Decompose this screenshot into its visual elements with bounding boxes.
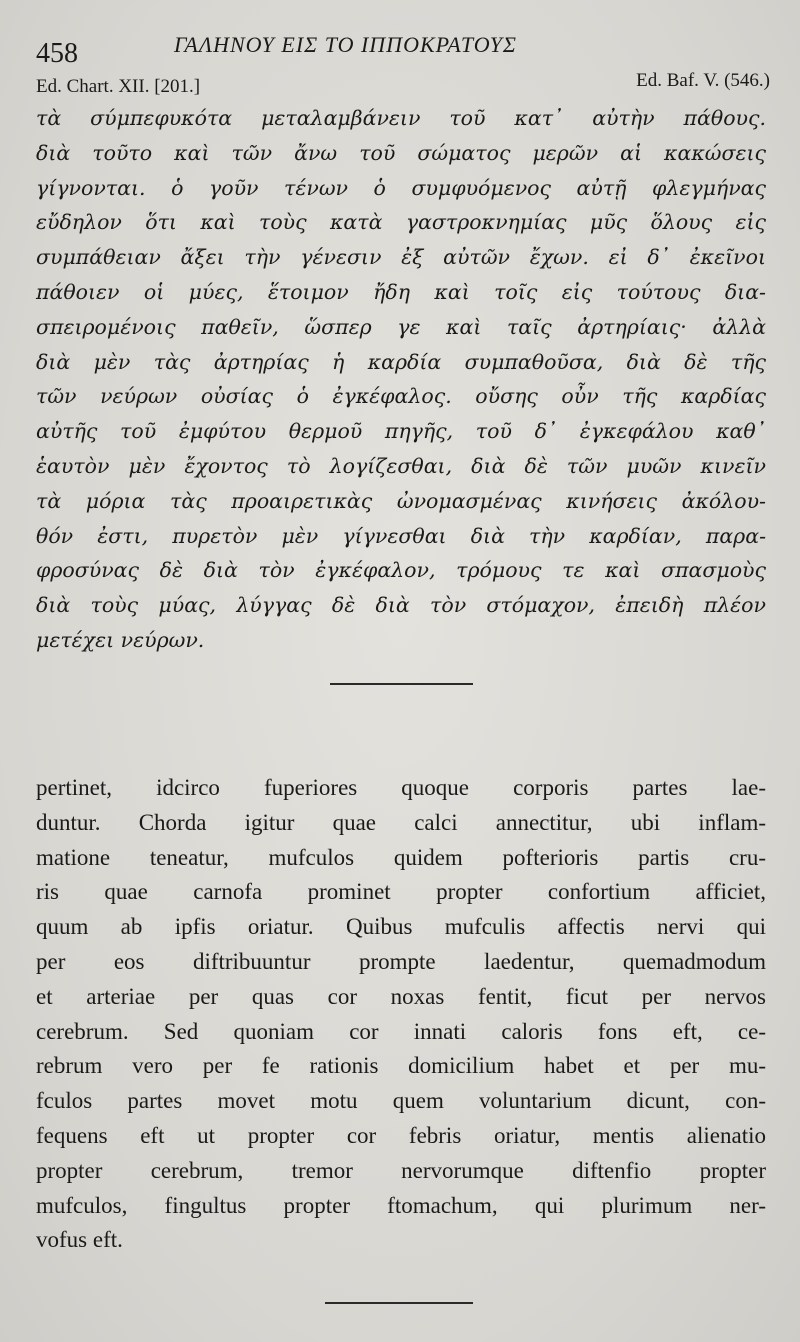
greek-line: πάθοιεν οἱ μύες, ἕτοιμον ἤδη καὶ τοῖς εἰς τούτους δια- (36, 279, 766, 304)
page-header (36, 30, 770, 70)
latin-line: pertinet, idcirco fuperiores quoque corporis partes lae- (36, 775, 766, 800)
latin-text-block (36, 771, 766, 1258)
latin-line: propter cerebrum, tremor nervorumque diftenfio propter (36, 1157, 766, 1183)
running-title: ΓΑΛΗΝΟΥ ΕΙΣ ΤΟ ΙΠΠΟΚΡΑΤΟΥΣ (174, 32, 518, 57)
greek-line: συμπάθειαν ἄξει τὴν γένεσιν ἐξ αὐτῶν ἔχων. εἰ δ᾽ ἐκεῖνοι (36, 245, 766, 270)
latin-line: fequens eft ut propter cor febris oriatur, mentis alienatio (36, 1122, 766, 1148)
greek-line: εὔδηλον ὅτι καὶ τοὺς κατὰ γαστροκνημίας μῦς ὅλους εἰς (36, 210, 766, 235)
greek-line: φροσύνας δὲ διὰ τὸν ἐγκέφαλον, τρόμους τε καὶ σπασμοὺς (36, 558, 766, 583)
latin-line: duntur. Chorda igitur quae calci annectitur, ubi inflam- (36, 809, 766, 835)
page-number: 458 (36, 38, 78, 69)
edition-reference-right: Ed. Baf. V. (546.) (636, 70, 770, 91)
latin-line: mufculos, fingultus propter ftomachum, qui plurimum ner- (36, 1192, 766, 1218)
greek-line: διὰ μὲν τὰς ἀρτηρίας ἡ καρδία συμπαθοῦσα, διὰ δὲ τῆς (36, 349, 766, 374)
greek-line: τῶν νεύρων οὐσίας ὁ ἐγκέφαλος. οὔσης οὖν τῆς καρδίας (36, 384, 766, 409)
latin-line: per eos diftribuuntur prompte laedentur, quemadmodum (36, 948, 766, 974)
greek-line: αὐτῆς τοῦ ἐμφύτου θερμοῦ πηγῆς, τοῦ δ᾽ ἐγκεφάλου καθ᾽ (36, 419, 766, 444)
latin-line: quum ab ipfis oriatur. Quibus mufculis affectis nervi qui (36, 914, 766, 940)
greek-line: σπειρομένοις παθεῖν, ὥσπερ γε καὶ ταῖς ἀρτηρίαις· ἀλλὰ (36, 314, 766, 339)
latin-line: ris quae carnofa prominet propter confortium afficiet, (36, 879, 766, 905)
greek-text-block (36, 101, 766, 658)
greek-line: γίγνονται. ὁ γοῦν τένων ὁ συμφυόμενος αὐτῇ φλεγμήνας (36, 175, 766, 200)
page-end-divider (325, 1302, 473, 1304)
greek-line: τὰ μόρια τὰς προαιρετικὰς ὠνομασμένας κινήσεις ἀκόλου- (36, 488, 766, 513)
greek-line: μετέχει νεύρων. (36, 627, 205, 652)
greek-line: θόν ἐστι, πυρετὸν μὲν γίγνεσθαι διὰ τὴν καρδίαν, παρα- (36, 523, 766, 548)
section-divider (330, 683, 473, 685)
latin-line: cerebrum. Sed quoniam cor innati caloris fons eft, ce- (36, 1018, 766, 1044)
latin-line: vofus eft. (36, 1227, 123, 1253)
greek-line: διὰ τοῦτο καὶ τῶν ἄνω τοῦ σώματος μερῶν αἱ κακώσεις (36, 140, 766, 165)
latin-line: et arteriae per quas cor noxas fentit, ficut per nervos (36, 983, 766, 1009)
greek-line: διὰ τοὺς μύας, λύγγας δὲ διὰ τὸν στόμαχον, ἐπειδὴ πλέον (36, 593, 766, 618)
greek-line: τὰ σύμπεφυκότα μεταλαμβάνειν τοῦ κατ᾽ αὐτὴν πάθους. (36, 106, 766, 130)
latin-line: fculos partes movet motu quem voluntarium dicunt, con- (36, 1088, 766, 1114)
edition-reference-left: Ed. Chart. XII. [201.] (36, 76, 201, 97)
latin-line: matione teneatur, mufculos quidem pofterioris partis cru- (36, 844, 766, 870)
greek-line: ἑαυτὸν μὲν ἔχοντος τὸ λογίζεσθαι, διὰ δὲ τῶν μυῶν κινεῖν (36, 453, 766, 478)
latin-line: rebrum vero per fe rationis domicilium habet et per mu- (36, 1053, 766, 1079)
